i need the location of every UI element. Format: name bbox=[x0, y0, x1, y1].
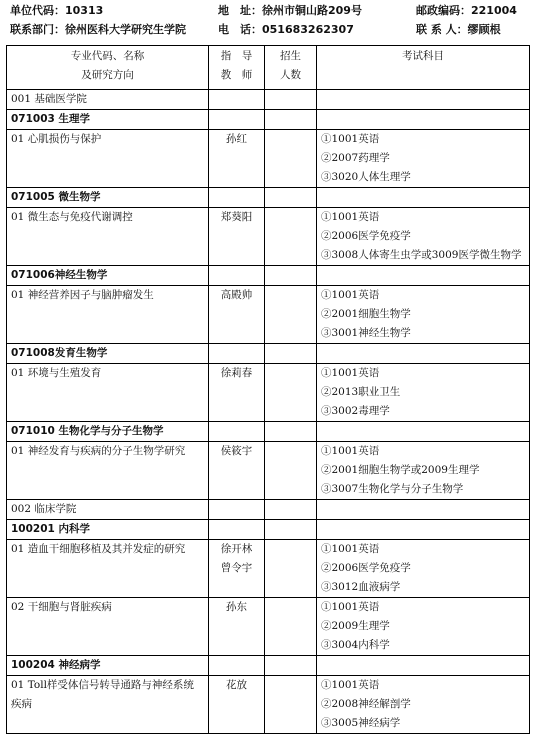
major-name: 071006神经生物学 bbox=[7, 266, 209, 286]
direction-name-line: 01 神经营养因子与脑肿瘤发生 bbox=[11, 289, 154, 301]
college-name: 001 基础医学院 bbox=[7, 90, 209, 110]
exam-subject: ②2006医学免疫学 bbox=[321, 562, 411, 574]
exam-subject: ②2013职业卫生 bbox=[321, 386, 401, 398]
tutor-cell bbox=[209, 208, 265, 266]
table-row bbox=[7, 90, 530, 110]
exam-subject: ②2007药理学 bbox=[321, 152, 390, 164]
empty-cell bbox=[265, 422, 317, 442]
major-name: 100204 神经病学 bbox=[7, 656, 209, 676]
exam-subject: ③3012血液病学 bbox=[321, 581, 401, 593]
exam-subject: ①1001英语 bbox=[321, 289, 380, 301]
direction-name-line: 01 Toll样受体信号转导通路与神经系统 bbox=[11, 679, 194, 691]
tutor-name: 高殿帅 bbox=[220, 289, 253, 301]
exam-cell bbox=[317, 286, 530, 344]
col-enroll bbox=[265, 46, 317, 90]
empty-cell bbox=[317, 344, 530, 364]
tutor-cell bbox=[209, 364, 265, 422]
major-name: 071003 生理学 bbox=[7, 110, 209, 130]
direction-name bbox=[7, 286, 209, 344]
table-row bbox=[7, 130, 530, 188]
exam-subject: ③3002毒理学 bbox=[321, 405, 390, 417]
tutor-cell bbox=[209, 676, 265, 734]
direction-name bbox=[7, 364, 209, 422]
tutor-cell bbox=[209, 598, 265, 656]
col-tutor-line2: 教 师 bbox=[220, 69, 253, 81]
empty-cell bbox=[209, 110, 265, 130]
empty-cell bbox=[209, 188, 265, 208]
direction-name bbox=[7, 540, 209, 598]
table-row bbox=[7, 286, 530, 344]
direction-name-line: 01 造血干细胞移植及其并发症的研究 bbox=[11, 543, 186, 555]
direction-name bbox=[7, 676, 209, 734]
postcode: 邮政编码：221004 bbox=[416, 4, 517, 17]
exam-subject: ③3008人体寄生虫学或3009医学微生物学 bbox=[321, 249, 522, 261]
table-body bbox=[7, 90, 530, 734]
empty-cell bbox=[265, 110, 317, 130]
exam-cell bbox=[317, 130, 530, 188]
unit-code: 单位代码：10313 bbox=[10, 4, 104, 17]
table-row bbox=[7, 364, 530, 422]
direction-name-line: 02 干细胞与肾脏疾病 bbox=[11, 601, 112, 613]
empty-cell bbox=[209, 500, 265, 520]
table-row bbox=[7, 344, 530, 364]
program-table bbox=[6, 45, 530, 734]
exam-cell bbox=[317, 676, 530, 734]
empty-cell bbox=[317, 266, 530, 286]
col-exam-label: 考试科目 bbox=[402, 50, 444, 62]
enroll-count-cell bbox=[265, 598, 317, 656]
direction-name-line: 01 微生态与免疫代谢调控 bbox=[11, 211, 133, 223]
tutor-cell bbox=[209, 130, 265, 188]
direction-name bbox=[7, 208, 209, 266]
empty-cell bbox=[209, 90, 265, 110]
tutor-name: 徐开林 bbox=[220, 543, 253, 555]
empty-cell bbox=[317, 188, 530, 208]
exam-subject: ①1001英语 bbox=[321, 211, 380, 223]
tutor-name: 郑葵阳 bbox=[220, 211, 253, 223]
table-row bbox=[7, 540, 530, 598]
enroll-count-cell bbox=[265, 540, 317, 598]
tutor-name: 曾令宇 bbox=[220, 562, 253, 574]
empty-cell bbox=[209, 520, 265, 540]
info-header bbox=[0, 0, 533, 40]
exam-subject: ③3005神经病学 bbox=[321, 717, 401, 729]
empty-cell bbox=[265, 656, 317, 676]
exam-subject: ③3001神经生物学 bbox=[321, 327, 411, 339]
direction-name-line: 疾病 bbox=[11, 698, 32, 710]
direction-name-line: 01 心肌损伤与保护 bbox=[11, 133, 102, 145]
table-row bbox=[7, 442, 530, 500]
table-row bbox=[7, 266, 530, 286]
exam-subject: ①1001英语 bbox=[321, 601, 380, 613]
tutor-cell bbox=[209, 442, 265, 500]
col-major bbox=[7, 46, 209, 90]
exam-subject: ①1001英语 bbox=[321, 367, 380, 379]
college-name: 002 临床学院 bbox=[7, 500, 209, 520]
tutor-name: 徐莉春 bbox=[220, 367, 253, 379]
empty-cell bbox=[209, 344, 265, 364]
table-row bbox=[7, 500, 530, 520]
col-enroll-line2: 人数 bbox=[280, 69, 301, 81]
enroll-count-cell bbox=[265, 208, 317, 266]
empty-cell bbox=[265, 520, 317, 540]
exam-subject: ③3007生物化学与分子生物学 bbox=[321, 483, 464, 495]
empty-cell bbox=[265, 344, 317, 364]
enroll-count-cell bbox=[265, 442, 317, 500]
table-row bbox=[7, 208, 530, 266]
enroll-count-cell bbox=[265, 286, 317, 344]
major-name: 100201 内科学 bbox=[7, 520, 209, 540]
col-exam bbox=[317, 46, 530, 90]
exam-cell bbox=[317, 364, 530, 422]
direction-name-line: 01 神经发育与疾病的分子生物学研究 bbox=[11, 445, 186, 457]
table-row bbox=[7, 520, 530, 540]
empty-cell bbox=[209, 266, 265, 286]
tutor-cell bbox=[209, 540, 265, 598]
empty-cell bbox=[265, 188, 317, 208]
tutor-cell bbox=[209, 286, 265, 344]
exam-subject: ②2008神经解剖学 bbox=[321, 698, 411, 710]
empty-cell bbox=[317, 90, 530, 110]
exam-subject: ①1001英语 bbox=[321, 679, 380, 691]
enroll-count-cell bbox=[265, 364, 317, 422]
col-major-line2: 及研究方向 bbox=[81, 69, 134, 81]
contact-person: 联 系 人：缪顾根 bbox=[416, 23, 501, 36]
major-name: 071008发育生物学 bbox=[7, 344, 209, 364]
empty-cell bbox=[209, 656, 265, 676]
exam-subject: ①1001英语 bbox=[321, 445, 380, 457]
table-row bbox=[7, 598, 530, 656]
col-major-line1: 专业代码、名称 bbox=[70, 50, 145, 62]
empty-cell bbox=[265, 90, 317, 110]
exam-subject: ②2009生理学 bbox=[321, 620, 390, 632]
empty-cell bbox=[317, 500, 530, 520]
direction-name bbox=[7, 442, 209, 500]
major-name: 071010 生物化学与分子生物学 bbox=[7, 422, 209, 442]
exam-subject: ③3020人体生理学 bbox=[321, 171, 411, 183]
empty-cell bbox=[317, 656, 530, 676]
table-row bbox=[7, 656, 530, 676]
empty-cell bbox=[265, 266, 317, 286]
empty-cell bbox=[317, 520, 530, 540]
exam-cell bbox=[317, 598, 530, 656]
direction-name bbox=[7, 130, 209, 188]
tutor-name: 孙红 bbox=[226, 133, 247, 145]
table-row bbox=[7, 110, 530, 130]
empty-cell bbox=[317, 422, 530, 442]
phone: 电 话：051683262307 bbox=[218, 23, 354, 36]
exam-cell bbox=[317, 442, 530, 500]
enroll-count-cell bbox=[265, 130, 317, 188]
exam-subject: ②2006医学免疫学 bbox=[321, 230, 411, 242]
major-name: 071005 微生物学 bbox=[7, 188, 209, 208]
tutor-name: 花放 bbox=[226, 679, 247, 691]
empty-cell bbox=[317, 110, 530, 130]
enroll-count-cell bbox=[265, 676, 317, 734]
empty-cell bbox=[265, 500, 317, 520]
exam-subject: ②2001细胞生物学 bbox=[321, 308, 411, 320]
exam-cell bbox=[317, 208, 530, 266]
exam-cell bbox=[317, 540, 530, 598]
empty-cell bbox=[209, 422, 265, 442]
col-tutor-line1: 指 导 bbox=[220, 50, 253, 62]
table-row bbox=[7, 422, 530, 442]
direction-name-line: 01 环境与生殖发育 bbox=[11, 367, 102, 379]
tutor-name: 孙东 bbox=[226, 601, 247, 613]
tutor-name: 侯筱宇 bbox=[220, 445, 253, 457]
exam-subject: ③3004内科学 bbox=[321, 639, 390, 651]
col-tutor bbox=[209, 46, 265, 90]
exam-subject: ①1001英语 bbox=[321, 133, 380, 145]
contact-dept: 联系部门：徐州医科大学研究生学院 bbox=[10, 23, 186, 36]
table-row bbox=[7, 188, 530, 208]
col-enroll-line1: 招生 bbox=[280, 50, 301, 62]
exam-subject: ②2001细胞生物学或2009生理学 bbox=[321, 464, 480, 476]
address: 地 址：徐州市铜山路209号 bbox=[218, 4, 362, 17]
exam-subject: ①1001英语 bbox=[321, 543, 380, 555]
table-row bbox=[7, 676, 530, 734]
direction-name bbox=[7, 598, 209, 656]
